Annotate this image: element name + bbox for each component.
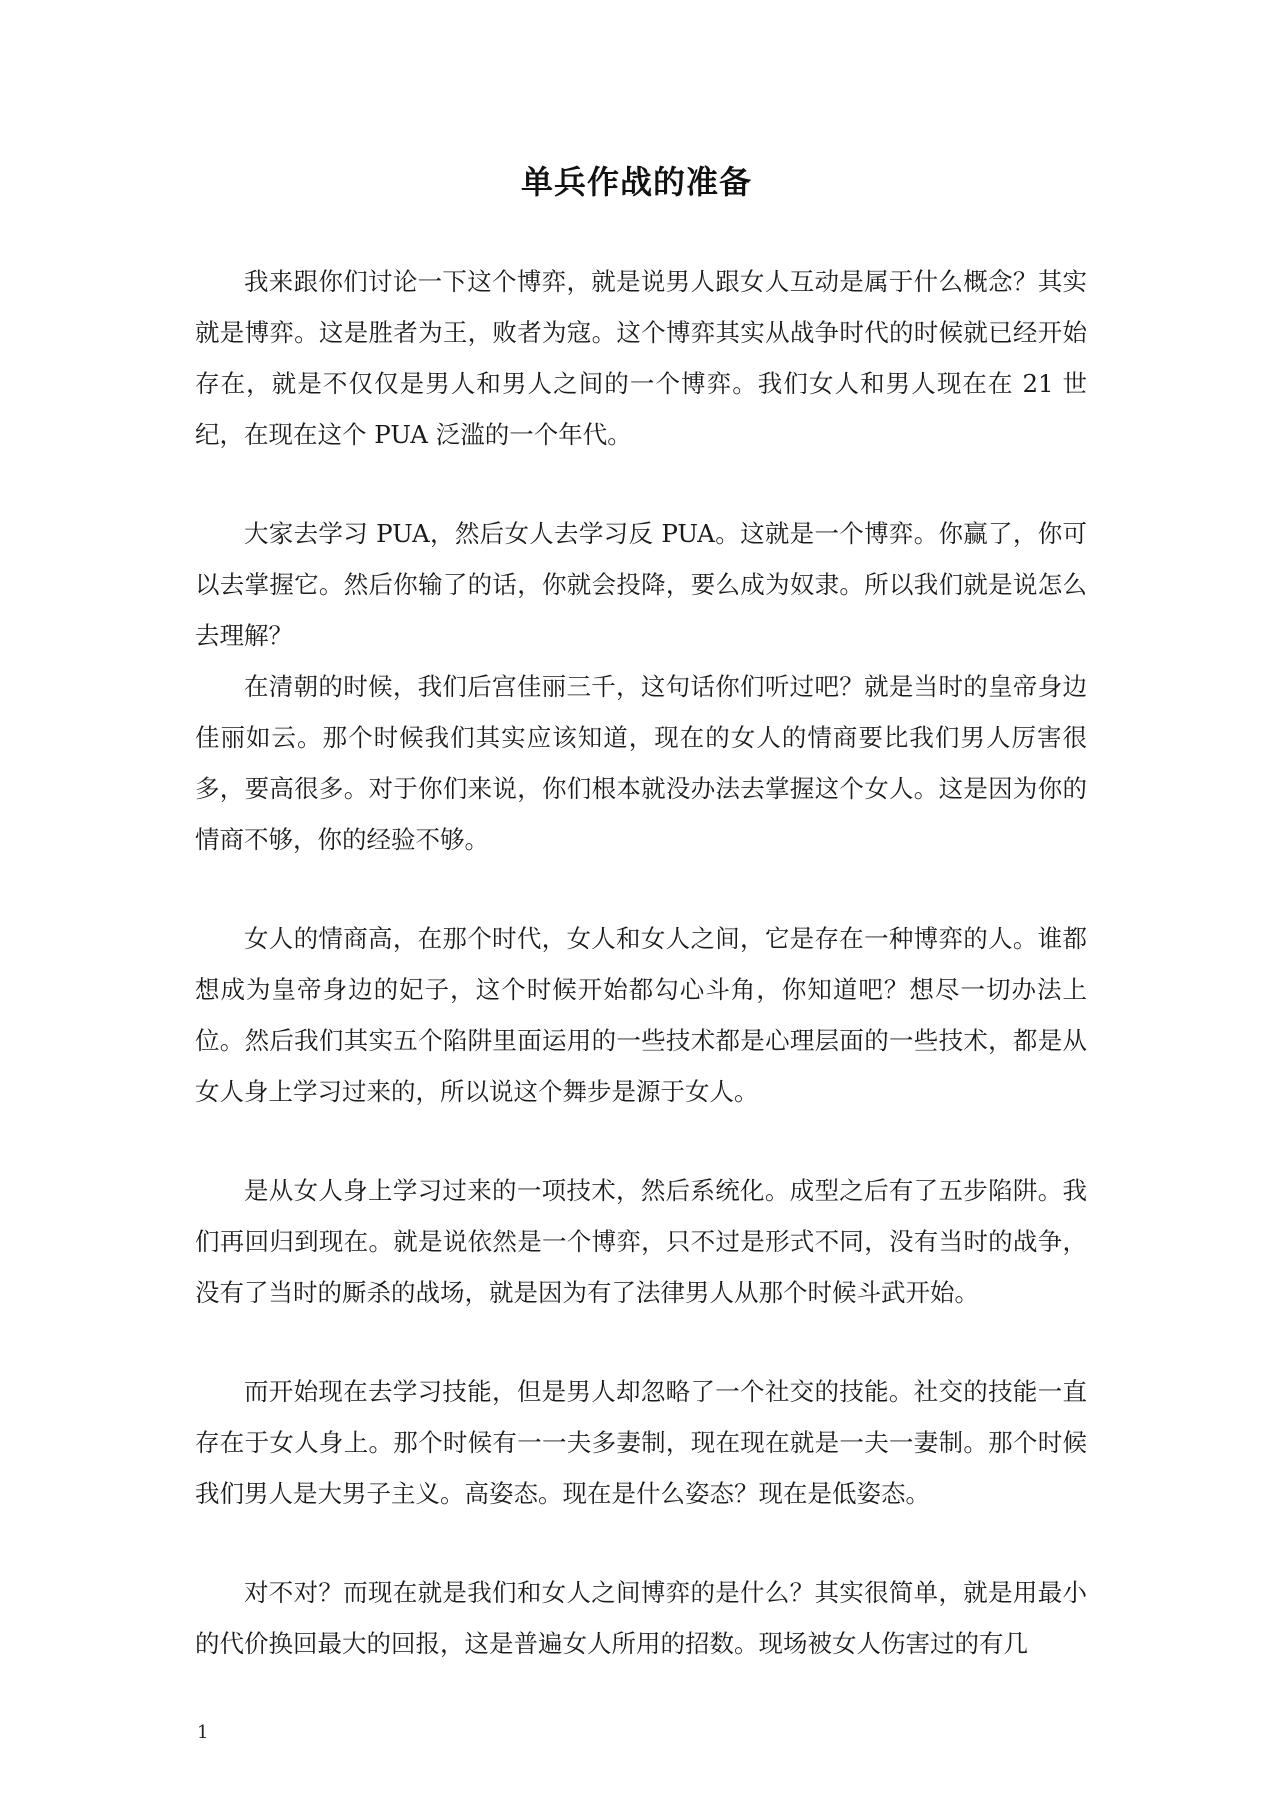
paragraph-4: 女人的情商高，在那个时代，女人和女人之间，它是存在一种博弈的人。谁都想成为皇帝身边的妃子，这个时候开始都勾心斗角，你知道吧？想尽一切办法上位。然后我们其实五个陷阱里面运用的一些技术都是心理层面的一些技术，都是从女人身上学习过来的，所以说这个舞步是源于女人。 <box>195 924 1087 1106</box>
paragraph-7: 对不对？而现在就是我们和女人之间博弈的是什么？其实很简单，就是用最小的代价换回最大的回报，这是普遍女人所用的招数。现场被女人伤害过的有几 <box>195 1578 1087 1658</box>
document-body <box>195 256 1087 1669</box>
document-title: 单兵作战的准备 <box>520 163 752 201</box>
paragraph-1: 我来跟你们讨论一下这个博弈，就是说男人跟女人互动是属于什么概念？其实就是博弈。这是胜者为王，败者为寇。这个博弈其实从战争时代的时候就已经开始存在，就是不仅仅是男人和男人之间的一个博弈。我们女人和男人现在在 21 世纪，在现在这个 PUA 泛滥的一个年代。 <box>195 267 1087 449</box>
paragraph-3: 在清朝的时候，我们后宫佳丽三千，这句话你们听过吧？就是当时的皇帝身边佳丽如云。那个时候我们其实应该知道，现在的女人的情商要比我们男人厉害很多，要高很多。对于你们来说，你们根本就没办法去掌握这个女人。这是因为你的情商不够，你的经验不够。 <box>195 672 1087 854</box>
page-number: 1 <box>197 1722 209 1743</box>
paragraph-2: 大家去学习 PUA，然后女人去学习反 PUA。这就是一个博弈。你赢了，你可以去掌握它。然后你输了的话，你就会投降，要么成为奴隶。所以我们就是说怎么去理解？ <box>195 519 1087 650</box>
paragraph-5: 是从女人身上学习过来的一项技术，然后系统化。成型之后有了五步陷阱。我们再回归到现在。就是说依然是一个博弈，只不过是形式不同，没有当时的战争，没有了当时的厮杀的战场，就是因为有了法律男人从那个时候斗武开始。 <box>195 1176 1087 1307</box>
paragraph-6: 而开始现在去学习技能，但是男人却忽略了一个社交的技能。社交的技能一直存在于女人身上。那个时候有一一夫多妻制，现在现在就是一夫一妻制。那个时候我们男人是大男子主义。高姿态。现在是什么姿态？现在是低姿态。 <box>195 1377 1087 1508</box>
